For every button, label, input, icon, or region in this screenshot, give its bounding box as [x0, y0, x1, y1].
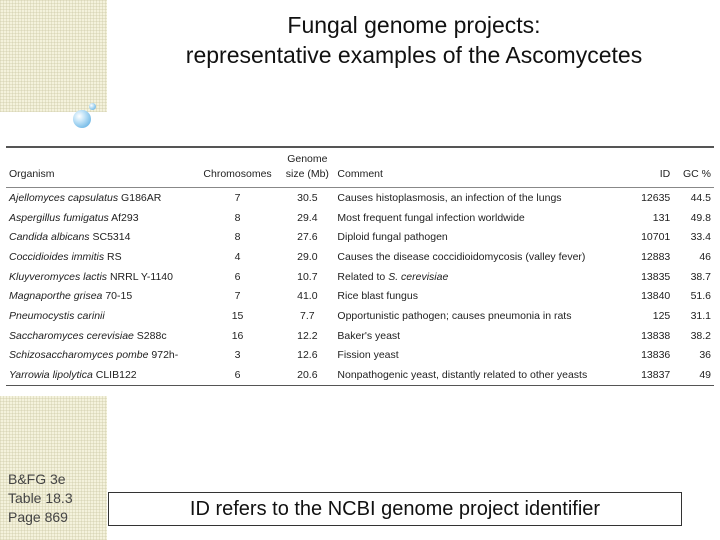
- organism-name: Aspergillus fumigatus: [9, 211, 109, 224]
- slide-title: [108, 10, 720, 70]
- gc-content-cell: 49: [699, 369, 711, 382]
- genome-size-cell: 12.6: [297, 349, 318, 362]
- source-line-1: B&FG 3e: [8, 471, 66, 487]
- comment-cell: [334, 208, 619, 228]
- comment-text: Baker's yeast: [337, 329, 401, 342]
- comment-text: Fission yeast: [337, 349, 399, 362]
- organism-strain: RS: [104, 250, 122, 263]
- header-genome-size-line-1: Genome: [287, 153, 328, 165]
- header-comment: Comment: [337, 168, 383, 180]
- chromosomes-cell: 7: [234, 290, 241, 303]
- chromosomes-cell: 4: [234, 250, 241, 263]
- small-bubble-icon: [89, 103, 96, 110]
- organism-cell: [6, 208, 195, 228]
- table-row: [6, 267, 714, 287]
- table-row: [6, 247, 714, 267]
- organism-strain: 972h-: [148, 349, 179, 362]
- gc-content-cell: 33.4: [690, 231, 711, 244]
- table-row: [6, 365, 714, 385]
- gc-content-cell: 31.1: [690, 309, 711, 322]
- organism-name: Ajellomyces capsulatus: [9, 191, 119, 204]
- genome-size-cell: 30.5: [297, 191, 318, 204]
- table-row: [6, 208, 714, 228]
- comment-cell: [334, 267, 619, 287]
- organism-strain: G186AR: [118, 191, 162, 204]
- comment-text: Diploid fungal pathogen: [337, 231, 448, 244]
- project-id-cell: 13836: [641, 349, 671, 362]
- source-reference: [8, 470, 73, 527]
- organism-cell: [6, 247, 195, 267]
- genome-size-cell: 27.6: [297, 231, 318, 244]
- table-row: [6, 306, 714, 326]
- comment-cell: [334, 306, 619, 326]
- organism-strain: SC5314: [89, 231, 131, 244]
- comment-cell: [334, 286, 619, 306]
- decorative-strip-top: [0, 0, 107, 112]
- genome-table: [6, 148, 714, 386]
- footnote-box: ID refers to the NCBI genome project identifier: [108, 492, 682, 526]
- comment-cell: [334, 227, 619, 247]
- organism-strain: CLIB122: [92, 369, 137, 382]
- organism-cell: [6, 188, 195, 208]
- gc-content-cell: 51.6: [690, 290, 711, 303]
- project-id-cell: 13840: [641, 290, 671, 303]
- chromosomes-cell: 3: [234, 349, 241, 362]
- organism-name: Schizosaccharomyces pombe: [9, 349, 149, 362]
- slide-title-line-2: representative examples of the Ascomycetes: [185, 42, 643, 68]
- organism-strain: NRRL Y-1140: [107, 270, 173, 283]
- gc-content-cell: 38.2: [690, 329, 711, 342]
- table-row: [6, 326, 714, 346]
- organism-cell: [6, 227, 195, 247]
- organism-name: Candida albicans: [9, 231, 90, 244]
- organism-cell: [6, 286, 195, 306]
- comment-text: Rice blast fungus: [337, 290, 418, 303]
- gc-content-cell: 36: [699, 349, 711, 362]
- organism-strain: S288c: [133, 329, 167, 342]
- organism-strain: Af293: [108, 211, 139, 224]
- table-row: [6, 188, 714, 208]
- gc-content-cell: 46: [699, 250, 711, 263]
- comment-cell: [334, 365, 619, 385]
- chromosomes-cell: 8: [234, 211, 241, 224]
- table-body: [6, 188, 714, 386]
- organism-name: Magnaporthe grisea: [9, 290, 103, 303]
- comment-text: Causes histoplasmosis, an infection of the lungs: [337, 191, 562, 204]
- chromosomes-cell: 15: [231, 309, 244, 322]
- organism-name: Yarrowia lipolytica: [9, 369, 93, 382]
- organism-cell: [6, 267, 195, 287]
- chromosomes-cell: 6: [234, 369, 241, 382]
- genome-size-cell: 29.4: [297, 211, 318, 224]
- comment-cell: [334, 326, 619, 346]
- table-row: [6, 286, 714, 306]
- project-id-cell: 12883: [641, 250, 671, 263]
- gc-content-cell: 49.8: [690, 211, 711, 224]
- project-id-cell: 13837: [641, 369, 671, 382]
- comment-species: S. cerevisiae: [388, 270, 449, 283]
- comment-text: Opportunistic pathogen; causes pneumonia in rats: [337, 309, 572, 322]
- organism-name: Coccidioides immitis: [9, 250, 105, 263]
- table-row: [6, 346, 714, 366]
- project-id-cell: 131: [652, 211, 671, 224]
- gc-content-cell: 44.5: [690, 191, 711, 204]
- header-genome-size-line-2: size (Mb): [285, 168, 329, 180]
- genome-table-container: [6, 146, 714, 386]
- slide-title-line-1: Fungal genome projects:: [287, 12, 541, 38]
- chromosomes-cell: 7: [234, 191, 241, 204]
- comment-cell: [334, 346, 619, 366]
- genome-size-cell: 41.0: [297, 290, 318, 303]
- chromosomes-cell: 8: [234, 231, 241, 244]
- gc-content-cell: 38.7: [690, 270, 711, 283]
- project-id-cell: 12635: [641, 191, 671, 204]
- genome-size-cell: 12.2: [297, 329, 318, 342]
- header-organism: Organism: [9, 168, 55, 180]
- table-header-row: [6, 148, 714, 188]
- comment-cell: [334, 247, 619, 267]
- header-genome-size: [280, 148, 334, 188]
- chromosomes-cell: 6: [234, 270, 241, 283]
- table-row: [6, 227, 714, 247]
- header-chromosomes: Chromosomes: [203, 168, 272, 180]
- comment-text: Related to: [337, 270, 389, 283]
- comment-cell: [334, 188, 619, 208]
- source-line-2: Table 18.3: [8, 490, 73, 506]
- project-id-cell: 13835: [641, 270, 671, 283]
- project-id-cell: 13838: [641, 329, 671, 342]
- genome-size-cell: 10.7: [297, 270, 318, 283]
- genome-size-cell: 29.0: [297, 250, 318, 263]
- comment-text: Most frequent fungal infection worldwide: [337, 211, 525, 224]
- header-id: ID: [659, 168, 671, 180]
- comment-text: Nonpathogenic yeast, distantly related to other yeasts: [337, 369, 588, 382]
- genome-size-cell: 7.7: [300, 309, 315, 322]
- organism-name: Pneumocystis carinii: [9, 309, 105, 322]
- bubble-icon: [73, 110, 91, 128]
- organism-name: Saccharomyces cerevisiae: [9, 329, 134, 342]
- organism-cell: [6, 346, 195, 366]
- organism-strain: 70-15: [102, 290, 133, 303]
- chromosomes-cell: 16: [231, 329, 244, 342]
- source-line-3: Page 869: [8, 509, 68, 525]
- comment-text: Causes the disease coccidioidomycosis (valley fever): [337, 250, 586, 263]
- organism-name: Kluyveromyces lactis: [9, 270, 108, 283]
- genome-size-cell: 20.6: [297, 369, 318, 382]
- organism-cell: [6, 306, 195, 326]
- project-id-cell: 10701: [641, 231, 671, 244]
- organism-cell: [6, 326, 195, 346]
- project-id-cell: 125: [652, 309, 671, 322]
- organism-cell: [6, 365, 195, 385]
- header-gc: GC %: [682, 168, 711, 180]
